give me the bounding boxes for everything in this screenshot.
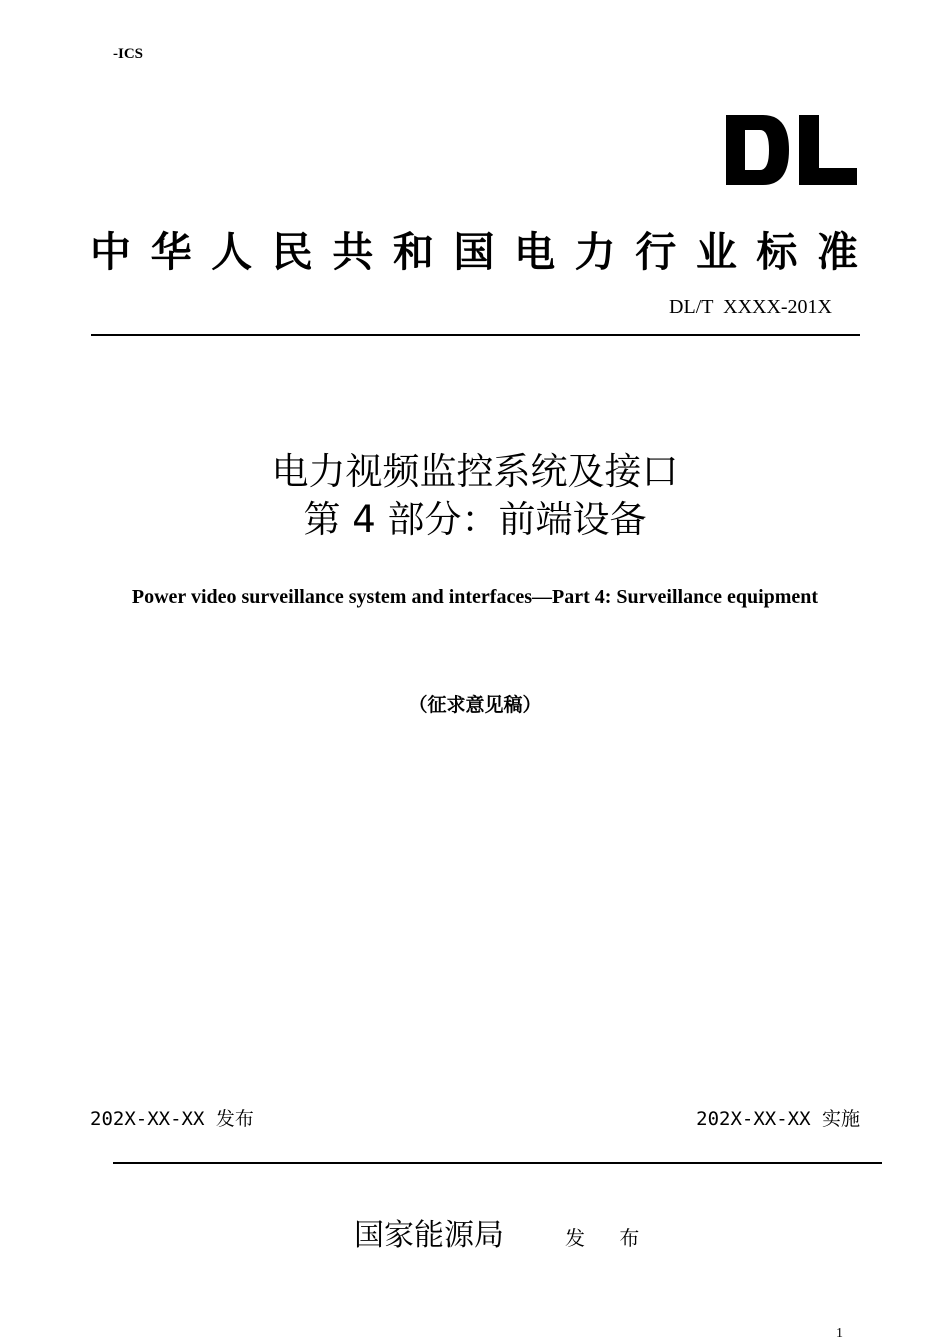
issuer-name: 国家能源局 [354,1218,504,1253]
title-cn-line2: 第 4 部分：前端设备 [303,498,647,541]
page-number: 1 [836,1326,843,1341]
issue-action: 发 布 [565,1226,654,1250]
publish-date: 202X-XX-XX 发布 [90,1108,254,1130]
standard-number: DL/T XXXX-201X [669,296,832,318]
top-divider [91,334,860,336]
standard-category-title: 中华人民共和国电力行业标准 [90,228,860,276]
dl-logo [723,110,859,190]
title-cn-line1: 电力视频监控系统及接口 [271,450,679,493]
implement-date: 202X-XX-XX 实施 [696,1108,860,1130]
ics-code: -ICS [113,46,144,62]
bottom-divider [113,1162,882,1164]
title-en: Power video surveillance system and interfaces—Part 4: Surveillance equipment [131,586,819,608]
draft-status: （征求意见稿） [408,694,542,716]
